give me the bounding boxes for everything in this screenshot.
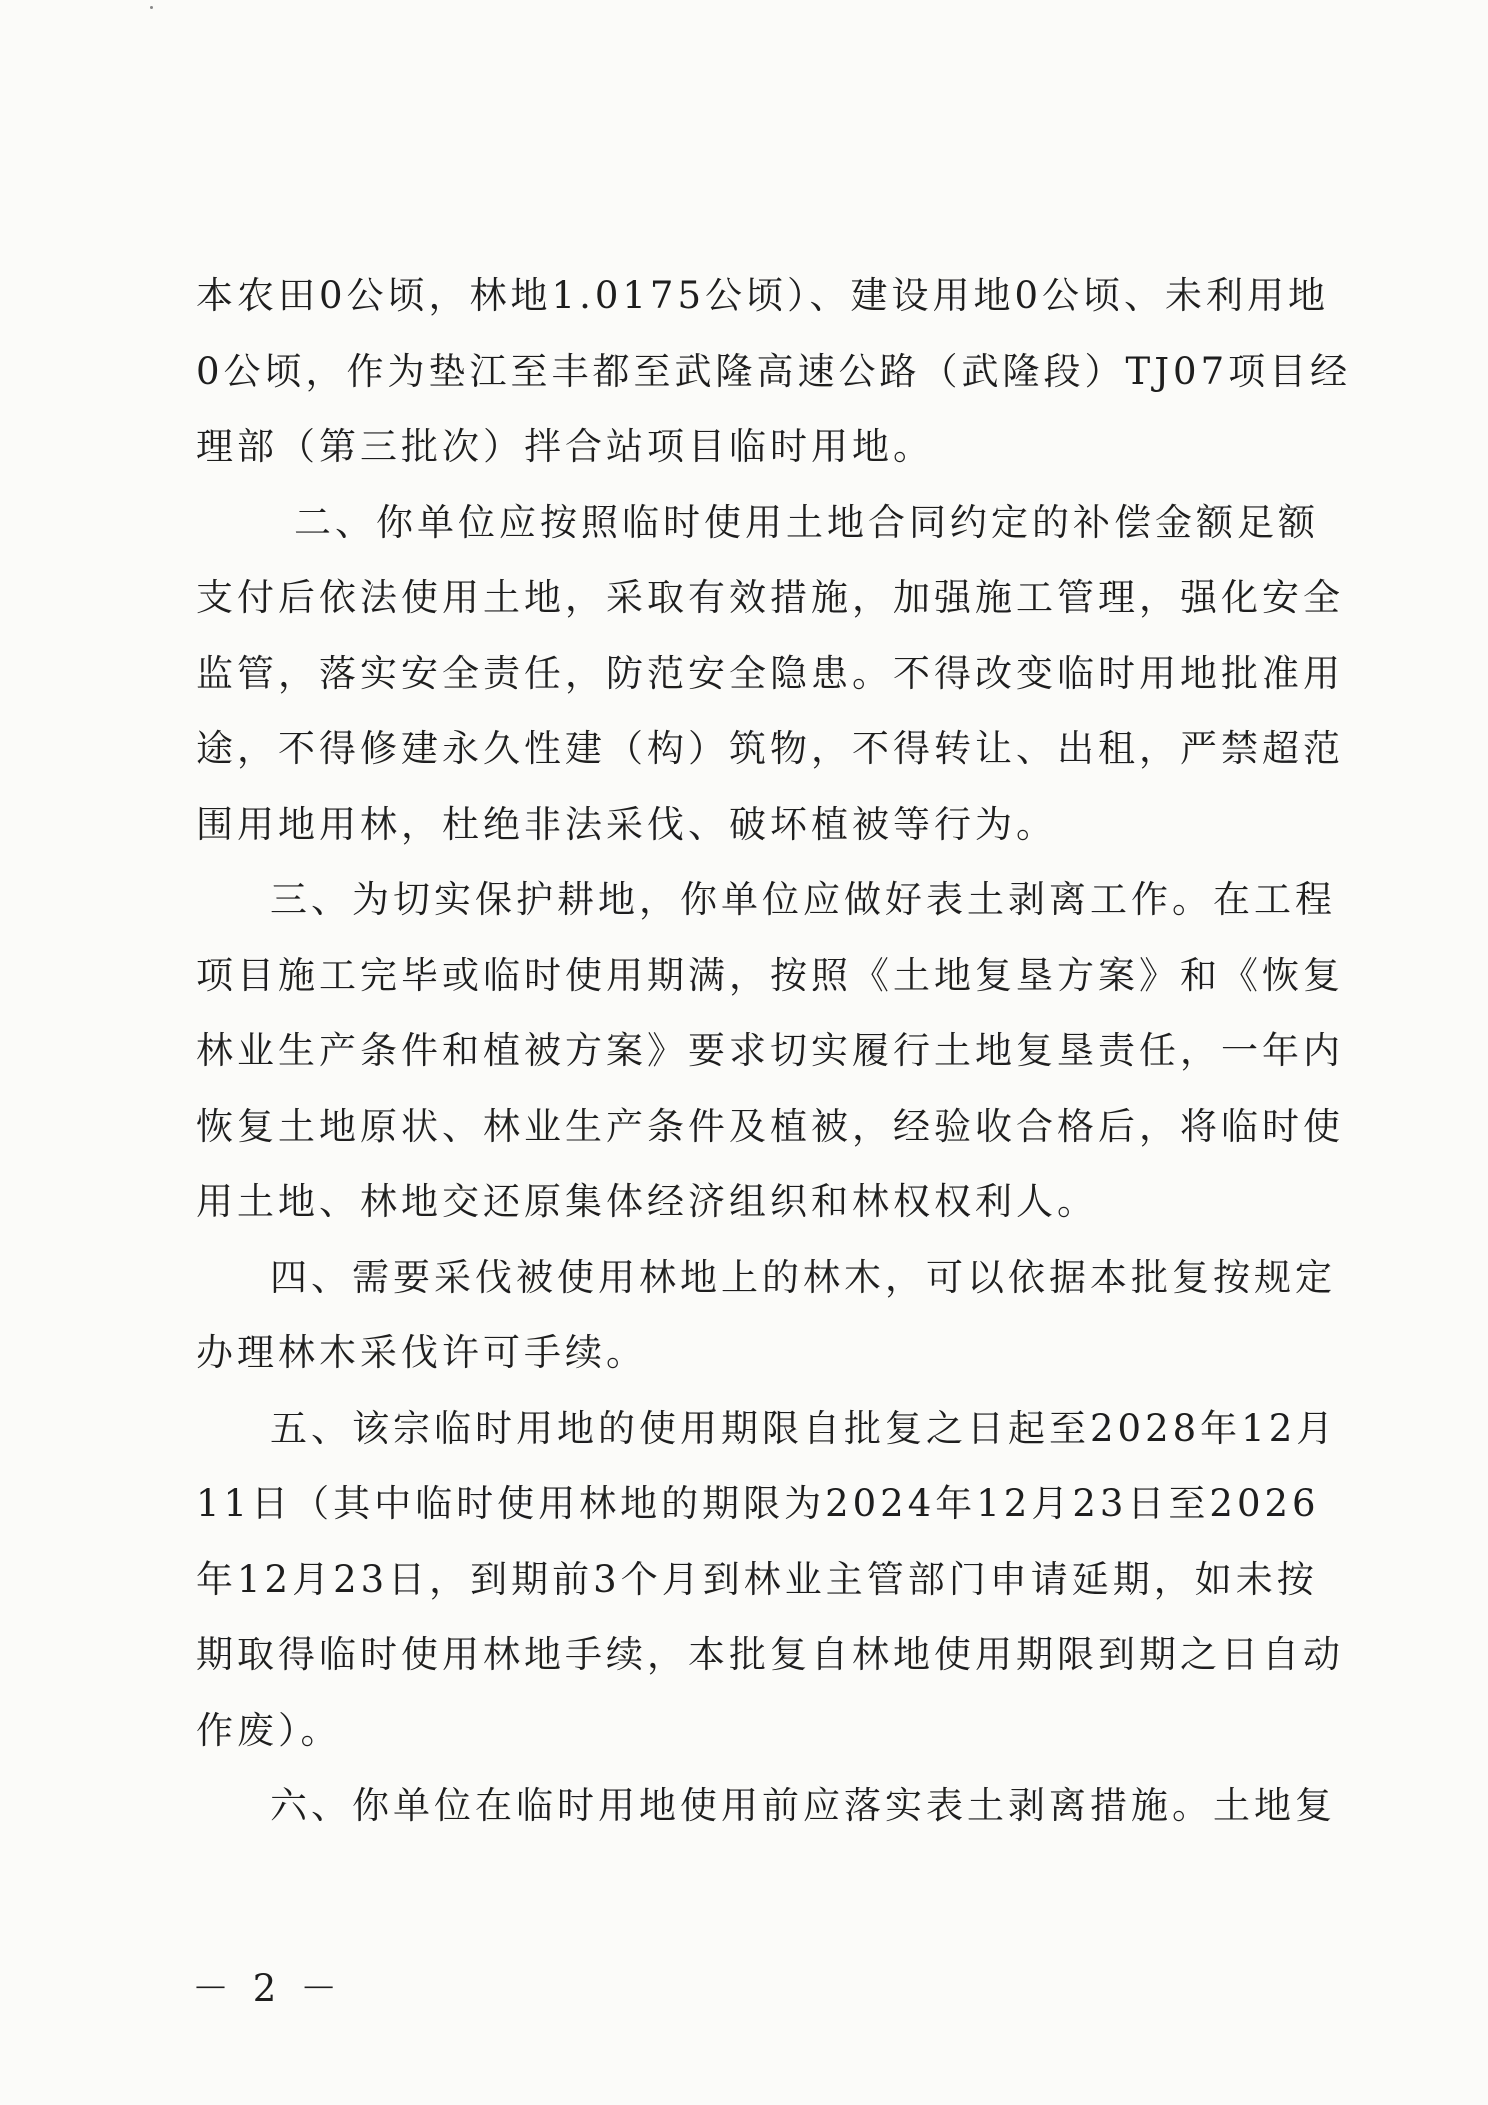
text-line: 恢复土地原状、林业生产条件及植被，经验收合格后，将临时使 [196, 1104, 1344, 1148]
paragraph-start-5: 五、该宗临时用地的使用期限自批复之日起至2028年12月 [270, 1406, 1338, 1450]
paragraph-start-3: 三、为切实保护耕地，你单位应做好表土剥离工作。在工程 [270, 878, 1336, 921]
text-line: 作废）。 [196, 1708, 342, 1752]
text-line: 本农田0公顷，林地1.0175公顷）、建设用地0公顷、未利用地 [196, 274, 1330, 317]
text-line: 0公顷，作为垫江至丰都至武隆高速公路（武隆段）TJ07项目经 [196, 349, 1352, 393]
paragraph-start-6: 六、你单位在临时用地使用前应落实表土剥离措施。土地复 [270, 1784, 1336, 1827]
paragraph-start-4: 四、需要采伐被使用林地上的林木，可以依据本批复按规定 [270, 1255, 1336, 1299]
text-line: 期取得临时使用林地手续，本批复自林地使用期限到期之日自动 [196, 1633, 1344, 1676]
text-line: 支付后依法使用土地，采取有效措施，加强施工管理，强化安全 [196, 576, 1344, 619]
text-line: 理部（第三批次）拌合站项目临时用地。 [196, 425, 934, 468]
text-line: 办理林木采伐许可手续。 [196, 1331, 647, 1374]
text-line: 途，不得修建永久性建（构）筑物，不得转让、出租，严禁超范 [196, 727, 1344, 770]
text-line: 11日（其中临时使用林地的期限为2024年12月23日至2026 [196, 1482, 1320, 1525]
scan-speck [150, 6, 153, 9]
text-line: 围用地用林，杜绝非法采伐、破坏植被等行为。 [196, 802, 1057, 846]
page-number: － 2 － [192, 1967, 344, 2010]
paragraph-start-2: 二、你单位应按照临时使用土地合同约定的补偿金额足额 [294, 500, 1319, 544]
document-body [196, 272, 1352, 1858]
text-line: 监管，落实安全责任，防范安全隐患。不得改变临时用地批准用 [196, 651, 1344, 695]
text-line: 用土地、林地交还原集体经济组织和林权权利人。 [196, 1180, 1098, 1223]
text-line: 项目施工完毕或临时使用期满，按照《土地复垦方案》和《恢复 [196, 953, 1344, 997]
text-line: 年12月23日，到期前3个月到林业主管部门申请延期，如未按 [196, 1557, 1318, 1601]
text-line: 林业生产条件和植被方案》要求切实履行土地复垦责任，一年内 [196, 1029, 1344, 1072]
